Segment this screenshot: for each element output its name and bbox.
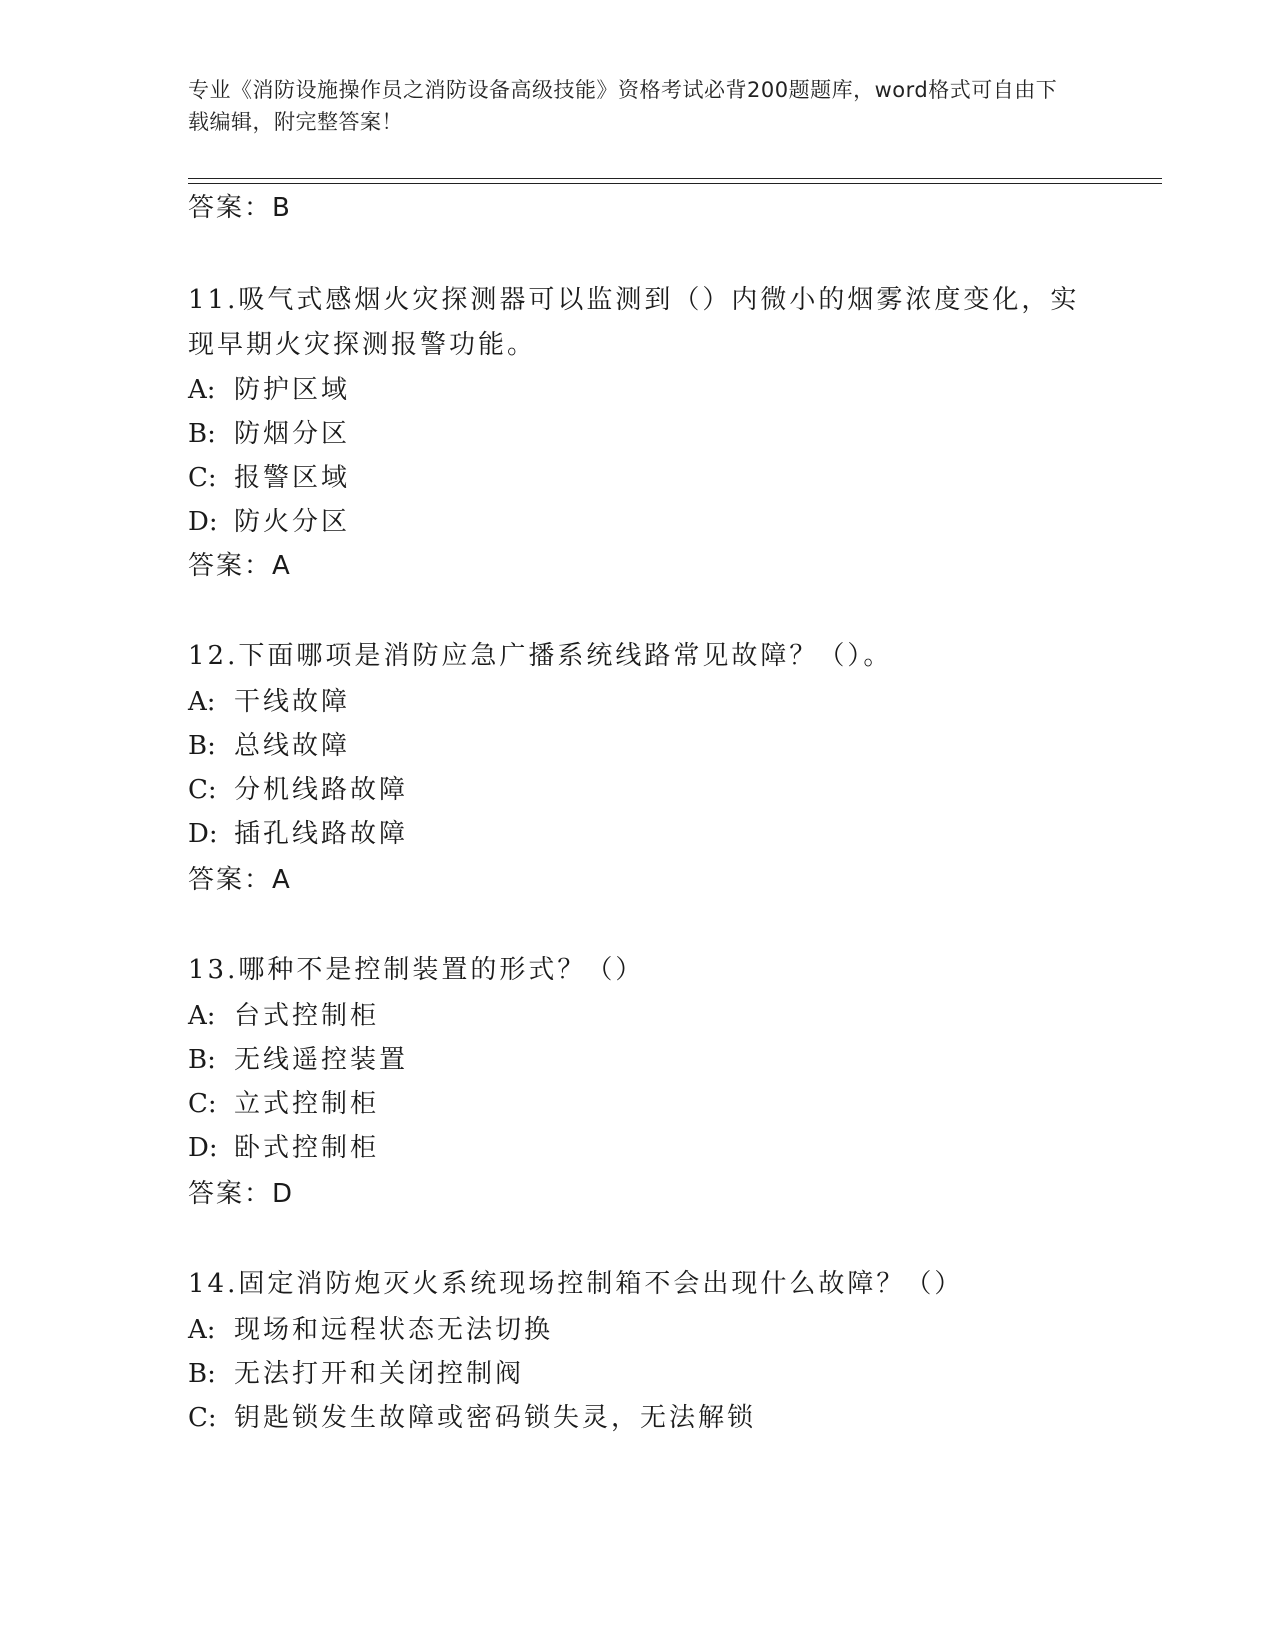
question-stem-13: 13.哪种不是控制装置的形式？（） bbox=[188, 955, 645, 985]
question-stem-14: 14.固定消防炮灭火系统现场控制箱不会出现什么故障？（） bbox=[188, 1269, 964, 1299]
option-text: 钥匙锁发生故障或密码锁失灵，无法解锁 bbox=[234, 1403, 757, 1433]
question-stem-11: 11.吸气式感烟火灾探测器可以监测到（）内微小的烟雾浓度变化，实现早期火灾探测报警功能。 bbox=[188, 285, 1080, 360]
option-key: D: bbox=[188, 819, 218, 849]
answer-value: A bbox=[272, 865, 290, 895]
option-key: A: bbox=[188, 1001, 216, 1031]
option-key: A: bbox=[188, 1315, 216, 1345]
option-text: 立式控制柜 bbox=[234, 1089, 380, 1119]
option-11-b bbox=[188, 416, 350, 452]
option-text: 总线故障 bbox=[234, 731, 351, 761]
option-key: C: bbox=[188, 463, 217, 493]
answer-value: D bbox=[272, 1179, 293, 1209]
option-12-a bbox=[188, 684, 350, 720]
option-14-a bbox=[188, 1312, 553, 1348]
option-key: C: bbox=[188, 1089, 217, 1119]
option-text: 防火分区 bbox=[234, 507, 351, 537]
option-text: 防护区域 bbox=[234, 375, 351, 405]
option-key: A: bbox=[188, 687, 216, 717]
option-11-d bbox=[188, 504, 350, 540]
option-13-a bbox=[188, 998, 379, 1034]
option-12-c bbox=[188, 772, 408, 808]
option-text: 报警区域 bbox=[234, 463, 351, 493]
option-13-c bbox=[188, 1086, 379, 1122]
answer-label: 答案： bbox=[188, 551, 273, 581]
header-divider-bottom bbox=[188, 183, 1162, 184]
option-text: 无线遥控装置 bbox=[234, 1045, 409, 1075]
option-14-b bbox=[188, 1356, 524, 1392]
option-text: 无法打开和关闭控制阀 bbox=[234, 1359, 525, 1389]
question-stem-12: 12.下面哪项是消防应急广播系统线路常见故障？（）。 bbox=[188, 641, 893, 671]
answer-value: B bbox=[272, 193, 290, 223]
option-11-c bbox=[188, 460, 350, 496]
document-header: 专业《消防设施操作员之消防设备高级技能》资格考试必背200题题库，word格式可自由下载编辑，附完整答案！ bbox=[188, 78, 1058, 134]
option-text: 分机线路故障 bbox=[234, 775, 409, 805]
header-divider-top bbox=[188, 178, 1162, 179]
option-key: B: bbox=[188, 731, 216, 761]
option-text: 干线故障 bbox=[234, 687, 351, 717]
option-text: 台式控制柜 bbox=[234, 1001, 380, 1031]
answer-q13 bbox=[188, 1176, 292, 1212]
option-12-b bbox=[188, 728, 350, 764]
answer-q11 bbox=[188, 548, 290, 584]
option-key: B: bbox=[188, 1359, 216, 1389]
option-12-d bbox=[188, 816, 408, 852]
option-key: B: bbox=[188, 419, 216, 449]
answer-q10 bbox=[188, 190, 290, 226]
answer-label: 答案： bbox=[188, 865, 273, 895]
option-text: 插孔线路故障 bbox=[234, 819, 409, 849]
option-key: A: bbox=[188, 375, 216, 405]
answer-value: A bbox=[272, 551, 290, 581]
option-13-b bbox=[188, 1042, 408, 1078]
option-11-a bbox=[188, 372, 350, 408]
option-key: D: bbox=[188, 1133, 218, 1163]
option-14-c bbox=[188, 1400, 756, 1436]
answer-q12 bbox=[188, 862, 290, 898]
option-key: D: bbox=[188, 507, 218, 537]
option-13-d bbox=[188, 1130, 379, 1166]
option-text: 现场和远程状态无法切换 bbox=[234, 1315, 554, 1345]
option-text: 防烟分区 bbox=[234, 419, 351, 449]
option-text: 卧式控制柜 bbox=[234, 1133, 380, 1163]
option-key: C: bbox=[188, 1403, 217, 1433]
answer-label: 答案： bbox=[188, 1179, 273, 1209]
answer-label: 答案： bbox=[188, 193, 273, 223]
option-key: C: bbox=[188, 775, 217, 805]
option-key: B: bbox=[188, 1045, 216, 1075]
